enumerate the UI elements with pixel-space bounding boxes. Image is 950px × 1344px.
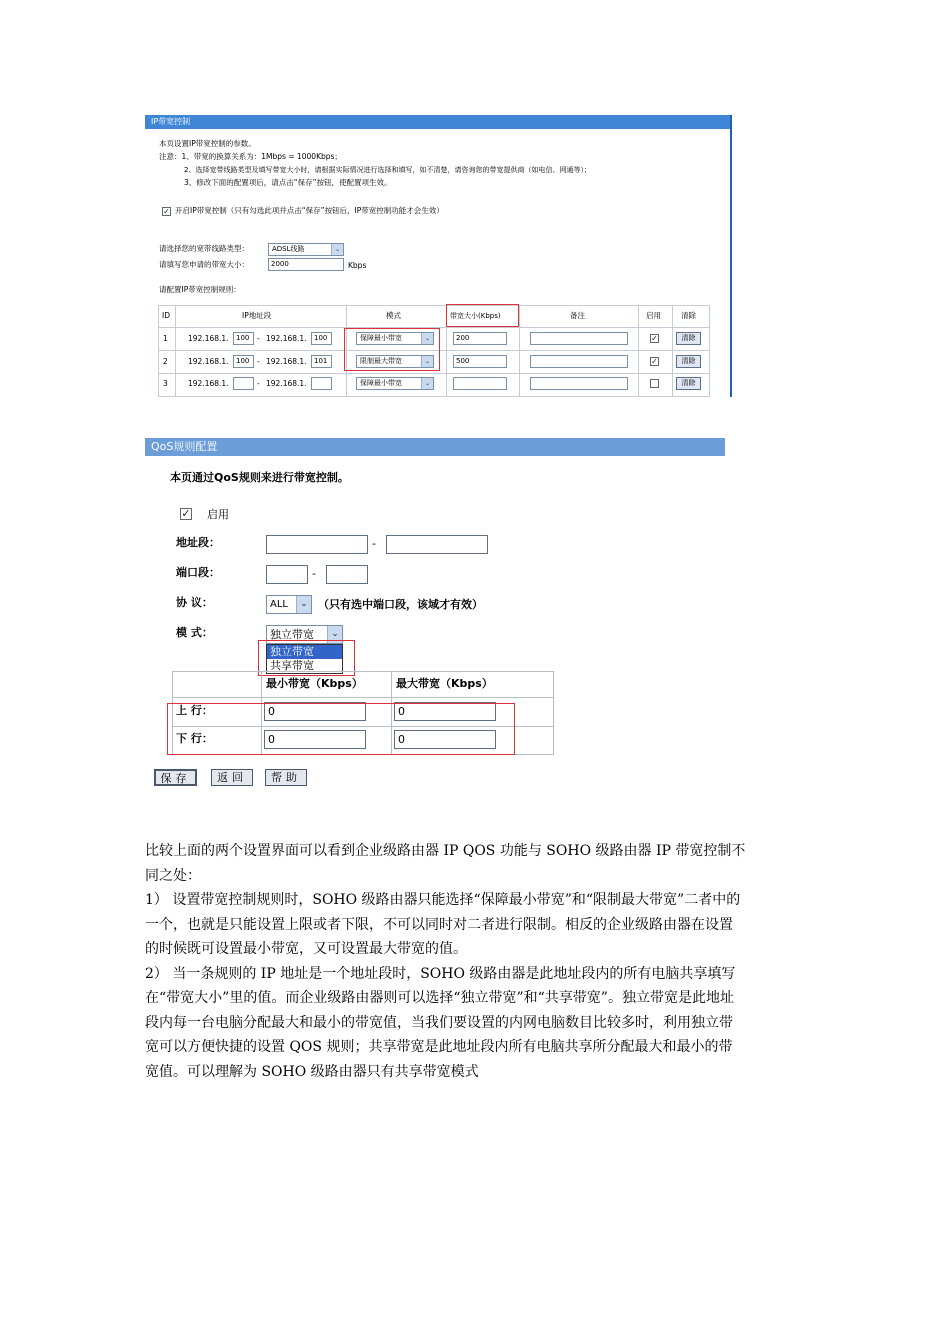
bandwidth-unit: Kbps — [348, 261, 367, 270]
chevron-down-icon: ⌄ — [421, 378, 433, 389]
enable-checkbox[interactable]: ✓ — [181, 507, 191, 520]
ip-prefix: 192.168.1. — [266, 334, 307, 343]
note-1: 注意：1、带宽的换算关系为：1Mbps = 1000Kbps； — [159, 152, 342, 161]
enable-checkbox[interactable]: ✓ — [163, 207, 170, 216]
note-input[interactable] — [530, 355, 628, 368]
line-type-label: 请选择您的宽带线路类型： — [159, 244, 249, 253]
save-button[interactable]: 保存 — [154, 769, 197, 786]
ip-prefix: 192.168.1. — [188, 334, 229, 343]
row-id: 3 — [163, 379, 168, 388]
protocol-select[interactable] — [266, 595, 312, 614]
text-line: 2） 当一条规则的 IP 地址是一个地址段时，SOHO 级路由器是此地址段内的所有电脑共享填写 — [145, 965, 736, 982]
text-line: 在“带宽大小”里的值。而企业级路由器则可以选择“独立带宽”和“共享带宽”。独立带宽是此地址 — [145, 990, 734, 1006]
enable-checkbox[interactable]: ✓ — [651, 334, 658, 343]
note-2: 2、选择宽带线路类型及填写带宽大小时，请根据实际情况进行选择和填写，如不清楚，请咨询您的带宽提供商（如电信、网通等）； — [184, 166, 591, 174]
highlight-bandwidth-header — [446, 304, 519, 327]
enable-label: 开启IP带宽控制（只有勾选此项并点击“保存”按钮后，IP带宽控制功能才会生效） — [175, 206, 444, 215]
ip-dash: - — [257, 379, 260, 388]
ip-bandwidth-control-panel — [145, 115, 732, 397]
mode-option[interactable]: 共享带宽 — [270, 659, 314, 672]
clear-button[interactable]: 清除 — [676, 332, 701, 345]
protocol-note: （只有选中端口段，该域才有效） — [318, 598, 483, 611]
ip-dash: - — [257, 357, 260, 366]
text-line: 的时候既可设置最小带宽，又可设置最大带宽的值。 — [145, 941, 467, 957]
note-3: 3、修改下面的配置项后，请点击“保存”按钮，使配置项生效。 — [184, 178, 392, 187]
mode-select[interactable] — [356, 377, 434, 390]
highlight-mode-selects — [344, 328, 440, 371]
port-dash: - — [312, 567, 316, 580]
ip-prefix: 192.168.1. — [266, 357, 307, 366]
chevron-down-icon: ⌄ — [421, 356, 433, 367]
downstream-max-input[interactable]: 0 — [394, 730, 496, 749]
protocol-label: 协 议： — [176, 596, 213, 609]
enable-label: 启用 — [207, 508, 229, 521]
rules-label: 请配置IP带宽控制规则： — [159, 285, 241, 294]
bandwidth-input[interactable]: 200 — [453, 332, 507, 345]
highlight-bandwidth-rows — [167, 703, 515, 755]
ip-prefix: 192.168.1. — [188, 357, 229, 366]
mode-value: 保障最小带宽 — [360, 379, 402, 387]
text-line: 段内每一台电脑分配最大和最小的带宽值，当我们要设置的内网电脑数目比较多时，利用独立带 — [145, 1014, 733, 1031]
col-ip-range: IP地址段 — [242, 311, 272, 320]
ip-end-input[interactable]: 100 — [311, 332, 332, 345]
mode-value: 限制最大带宽 — [360, 357, 402, 365]
back-button[interactable]: 返回 — [211, 769, 253, 786]
port-start-input[interactable] — [266, 565, 308, 584]
text-line: 一个，也就是只能设置上限或者下限，不可以同时对二者进行限制。相反的企业级路由器在设置 — [145, 916, 733, 933]
upstream-max-input[interactable]: 0 — [394, 702, 496, 721]
ip-dash: - — [257, 334, 260, 343]
note-input[interactable] — [530, 332, 628, 345]
row-id: 1 — [163, 334, 168, 343]
text-line: 1） 设置带宽控制规则时，SOHO 级路由器只能选择“保障最小带宽”和“限制最大带宽”二者中的 — [145, 892, 741, 908]
col-id: ID — [162, 311, 170, 320]
paragraph-1 — [145, 839, 810, 1084]
col-note: 备注 — [570, 311, 585, 320]
address-start-input[interactable] — [266, 535, 368, 554]
ip-prefix: 192.168.1. — [188, 379, 229, 388]
clear-button[interactable]: 清除 — [676, 355, 701, 368]
text-line: 同之处： — [145, 867, 201, 884]
upstream-label: 上 行： — [176, 704, 213, 717]
ip-prefix: 192.168.1. — [266, 379, 307, 388]
ip-end-input[interactable]: 101 — [311, 355, 332, 368]
bandwidth-input[interactable]: 500 — [453, 355, 507, 368]
mode-value: 保障最小带宽 — [360, 334, 402, 342]
ip-start-input[interactable] — [233, 377, 254, 390]
col-bandwidth: 带宽大小(Kbps) — [450, 312, 501, 320]
col-enable: 启用 — [646, 311, 661, 320]
chevron-down-icon: ⌄ — [331, 244, 343, 255]
enable-checkbox[interactable]: ✓ — [651, 357, 658, 366]
address-label: 地址段： — [176, 536, 220, 549]
ip-start-input[interactable]: 100 — [233, 332, 254, 345]
ip-start-input[interactable]: 100 — [233, 355, 254, 368]
mode-value: 独立带宽 — [270, 628, 314, 641]
enable-checkbox[interactable] — [650, 379, 659, 388]
panel-title: QoS规则配置 — [145, 438, 725, 456]
port-label: 端口段： — [176, 566, 220, 579]
bandwidth-label: 请填写您申请的带宽大小： — [159, 260, 249, 269]
downstream-label: 下 行： — [176, 732, 213, 745]
col-mode: 模式 — [386, 311, 401, 320]
line-type-select[interactable] — [268, 243, 344, 256]
text-line: 宽值。可以理解为 SOHO 级路由器只有共享带宽模式 — [145, 1063, 479, 1080]
clear-button[interactable]: 清除 — [676, 377, 701, 390]
chevron-down-icon: ⌄ — [327, 626, 342, 643]
col-min-bandwidth: 最小带宽（Kbps） — [266, 677, 363, 690]
panel-title: IP带宽控制 — [145, 115, 730, 129]
ip-end-input[interactable] — [311, 377, 332, 390]
intro-text: 本页设置IP带宽控制的参数。 — [159, 139, 256, 148]
mode-label: 模 式： — [176, 626, 213, 639]
bandwidth-input[interactable] — [453, 377, 507, 390]
protocol-value: ALL — [270, 599, 288, 610]
col-max-bandwidth: 最大带宽（Kbps） — [396, 677, 493, 690]
chevron-down-icon: ⌄ — [296, 596, 311, 613]
line-type-value: ADSL线路 — [272, 245, 305, 253]
mode-option[interactable]: 独立带宽 — [267, 645, 342, 659]
upstream-min-input[interactable]: 0 — [264, 702, 366, 721]
address-end-input[interactable] — [386, 535, 488, 554]
port-end-input[interactable] — [326, 565, 368, 584]
intro-text: 本页通过QoS规则来进行带宽控制。 — [170, 471, 349, 484]
note-input[interactable] — [530, 377, 628, 390]
row-id: 2 — [163, 357, 168, 366]
text-line: 比较上面的两个设置界面可以看到企业级路由器 IP QOS 功能与 SOHO 级路由器 IP 带宽控制不 — [145, 843, 746, 859]
address-dash: - — [372, 537, 376, 550]
help-button[interactable]: 帮助 — [265, 769, 307, 786]
col-clear: 清除 — [681, 311, 696, 320]
bandwidth-input[interactable]: 2000 — [268, 258, 344, 271]
downstream-min-input[interactable]: 0 — [264, 730, 366, 749]
text-line: 宽可以方便快捷的设置 QOS 规则；共享带宽是此地址段内所有电脑共享所分配最大和最小的带 — [145, 1039, 733, 1055]
chevron-down-icon: ⌄ — [421, 333, 433, 344]
qos-rule-config-panel — [145, 438, 725, 787]
